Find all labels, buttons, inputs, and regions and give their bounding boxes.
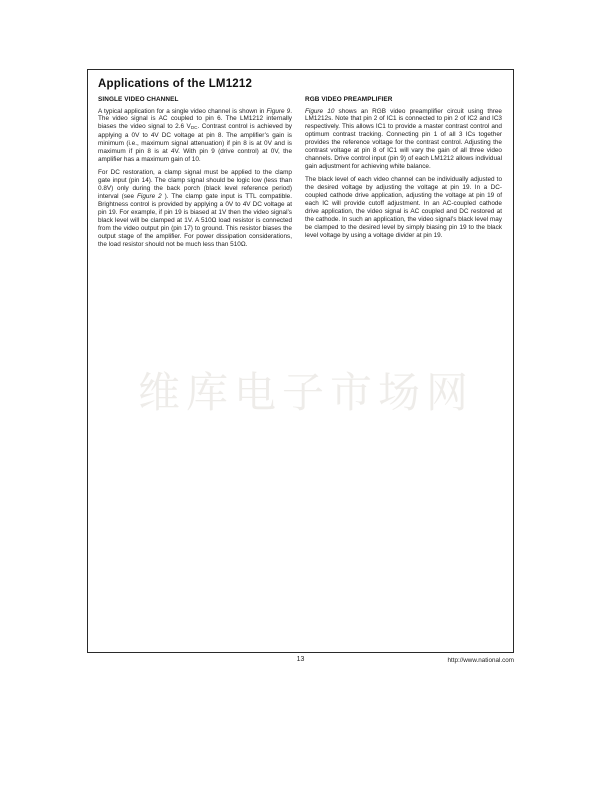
footer-url: http://www.national.com [447, 657, 514, 664]
paragraph-rgb-preamplifier-2: The black level of each video channel can be individually adjusted to the desired voltage by adjusting the voltage at pin 19. In a DC-coupled cathode drive application, adjusting the voltage at pin 19 of each IC will provide cutoff adjustment. In an AC-coupled cathode drive application, the video signal is AC coupled and DC restored at the cathode. In such an application, the video signal’s black level may be clamped to the desired level by simply biasing pin 19 to the black level voltage by using a voltage divider at pin 19. [305, 176, 502, 239]
column-left [98, 96, 292, 254]
page-title: Applications of the LM1212 [98, 78, 253, 90]
paragraph-single-video-channel-2: For DC restoration, a clamp signal must be applied to the clamp gate input (pin 14). The clamp signal should be logic low (less than 0.8V) only during the back porch (black level reference period) interval (see Figure 2 ). The clamp gate input is TTL compatible. Brightness control is provided by applying a 0V to 4V DC voltage at pin 19. For example, if pin 19 is biased at 1V then the video signal’s black level will be clamped at 1V. A 510Ω load resistor is connected from the video output pin (pin 17) to ground. This resistor biases the output stage of the amplifier. For power dissipation considerations, the load resistor should not be much less than 510Ω. [98, 169, 292, 248]
section-heading-single-video-channel: SINGLE VIDEO CHANNEL [98, 96, 179, 103]
paragraph-rgb-preamplifier-1: Figure 10 shows an RGB video preamplifier circuit using three LM1212s. Note that pin 2 of IC1 is connected to pin 2 of IC2 and IC3 respectively. This allows IC1 to provide a master contrast control and optimum contrast tracking. Connecting pin 1 of all 3 ICs together provides the reference voltage for the contrast control. Adjusting the contrast voltage at pin 8 of IC1 will vary the gain of all three video channels. Drive control input (pin 9) of each LM1212 allows individual gain adjustment for achieving white balance. [305, 107, 502, 171]
column-right [305, 96, 502, 254]
section-heading-rgb-video-preamplifier: RGB VIDEO PREAMPLIFIER [305, 96, 393, 103]
paragraph-single-video-channel-1: A typical application for a single video channel is shown in Figure 9. The video signal is AC coupled to pin 6. The LM1212 internally biases the video signal to 2.6 $V_{DC}$. Contrast control is achieved by applying a 0V to 4V DC voltage at pin 8. The amplifier’s gain is minimum (i.e., maximum signal attenuation) if pin 8 is at 0V and is maximum if pin 8 is at 4V. With pin 9 (drive control) at 0V, the amplifier has a maximum gain of 10. [98, 107, 293, 164]
watermark-text: 维库电子市场网 [137, 369, 474, 416]
two-column-layout [98, 96, 504, 254]
content-border-box [87, 69, 514, 653]
page-number: 13 [296, 656, 305, 663]
